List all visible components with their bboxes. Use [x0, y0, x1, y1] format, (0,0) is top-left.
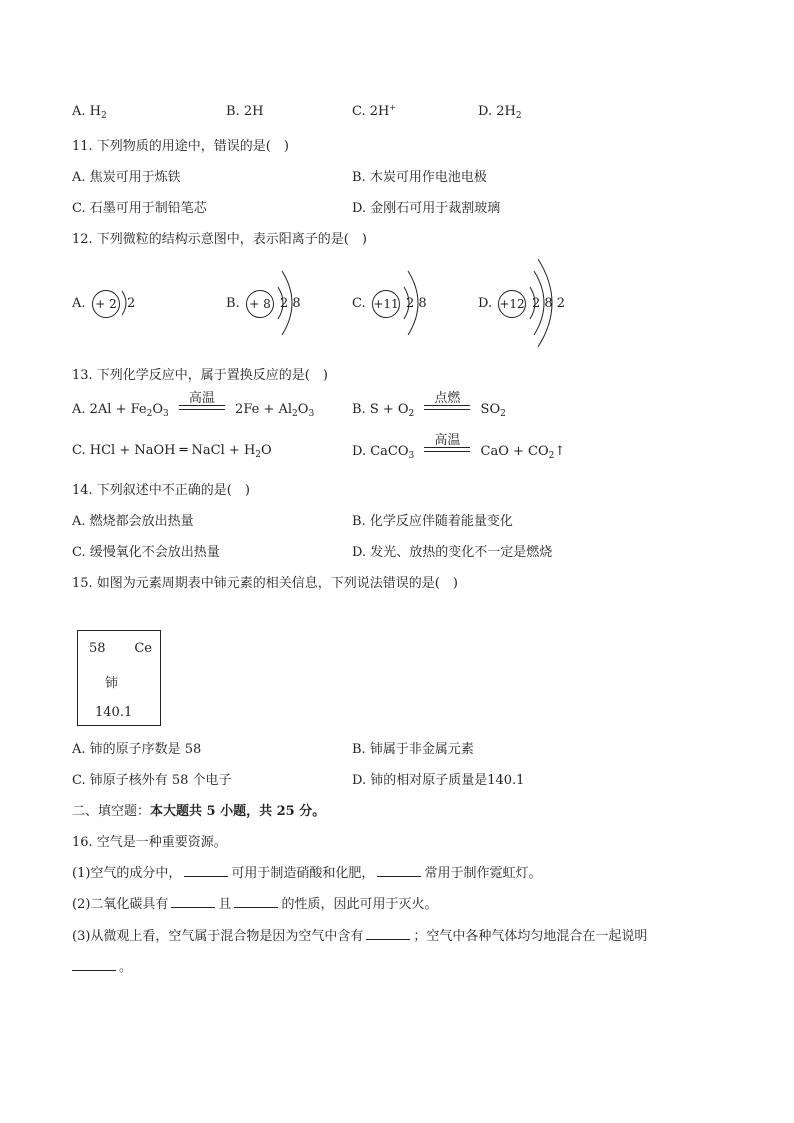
- nucleus: +11: [372, 290, 400, 318]
- atom-diagram-a: A. + 2 2: [72, 263, 192, 343]
- q16-stem: 16. 空气是一种重要资源。: [72, 835, 227, 850]
- q14-option-d: D. 发光、放热的变化不一定是燃烧: [352, 545, 553, 560]
- answer-blank: [377, 865, 421, 877]
- element-name: 铈: [105, 676, 119, 691]
- q12-stem: 12. 下列微粒的结构示意图中，表示阳离子的是( ): [72, 232, 367, 247]
- q16-part-1: (1)空气的成分中， 可用于制造硝酸和化肥， 常用于制作霓虹灯。: [72, 866, 542, 881]
- answer-blank: [184, 865, 228, 877]
- q15-option-d: D. 铈的相对原子质量是140.1: [352, 773, 525, 788]
- q11-option-a: A. 焦炭可用于炼铁: [72, 170, 181, 185]
- q13-option-d: D. CaCO$_3$ 高温 CaO + $CO_2↑$: [352, 433, 566, 461]
- nucleus: +12: [498, 290, 526, 318]
- atomic-mass: 140.1: [95, 705, 133, 720]
- answer-blank: [234, 896, 278, 908]
- q16-part-3: (3)从微观上看，空气属于混合物是因为空气中含有 ；空气中各种气体均匀地混合在一起说明: [72, 929, 648, 944]
- q13-option-a: A. $2Al + Fe_2O_3$ 高温 $2Fe + Al_2O_3$: [72, 391, 315, 419]
- nucleus: + 2: [92, 290, 120, 318]
- section-heading: 二、填空题：本大题共 5 小题，共 25 分。: [72, 804, 326, 819]
- q15-option-a: A. 铈的原子序数是 58: [72, 742, 202, 757]
- q10-option-d: D. $2H_2$: [478, 104, 522, 121]
- q11-stem: 11. 下列物质的用途中，错误的是( ): [72, 139, 289, 154]
- q11-option-d: D. 金刚石可用于裁割玻璃: [352, 201, 501, 216]
- q13-option-b: B. $S + O_2$ 点燃 $SO_2$: [352, 391, 506, 419]
- q11-option-c: C. 石墨可用于制铅笔芯: [72, 201, 207, 216]
- q16-part-2: (2)二氧化碳具有 且 的性质，因此可用于灭火。: [72, 897, 438, 912]
- reaction-condition: 高温: [177, 401, 227, 415]
- atom-diagram-c: C. +11 2 8: [352, 263, 472, 343]
- answer-blank: [171, 896, 215, 908]
- atom-diagram-d: D. +12 2 8 2: [478, 255, 598, 351]
- q14-stem: 14. 下列叙述中不正确的是( ): [72, 483, 250, 498]
- q14-option-a: A. 燃烧都会放出热量: [72, 514, 194, 529]
- q10-option-a: A. $H_2$: [72, 104, 107, 121]
- q15-stem: 15. 如图为元素周期表中铈元素的相关信息，下列说法错误的是( ): [72, 576, 458, 591]
- nucleus: + 8: [246, 290, 274, 318]
- q10-option-c: C. 2H+: [352, 103, 397, 119]
- q15-option-c: C. 铈原子核外有 58 个电子: [72, 773, 232, 788]
- q15-option-b: B. 铈属于非金属元素: [352, 742, 474, 757]
- periodic-table-cell: [77, 630, 161, 726]
- q14-option-c: C. 缓慢氧化不会放出热量: [72, 545, 220, 560]
- q14-option-b: B. 化学反应伴随着能量变化: [352, 514, 513, 529]
- reaction-condition: 高温: [422, 443, 472, 457]
- q11-option-b: B. 木炭可用作电池电极: [352, 170, 487, 185]
- atom-diagram-b: B. + 8 2 8: [226, 263, 346, 343]
- answer-blank: [366, 928, 410, 940]
- reaction-condition: 点燃: [422, 401, 472, 415]
- answer-blank: [72, 959, 116, 971]
- q13-option-c: C. HCl + NaOH ═ NaCl + $H_2O$: [72, 443, 272, 460]
- q16-part-3-cont: 。: [72, 956, 132, 975]
- q10-option-b: B. 2H: [226, 104, 264, 119]
- q13-stem: 13. 下列化学反应中，属于置换反应的是( ): [72, 368, 328, 383]
- element-symbol: Ce: [134, 641, 152, 656]
- atomic-number: 58: [89, 641, 106, 656]
